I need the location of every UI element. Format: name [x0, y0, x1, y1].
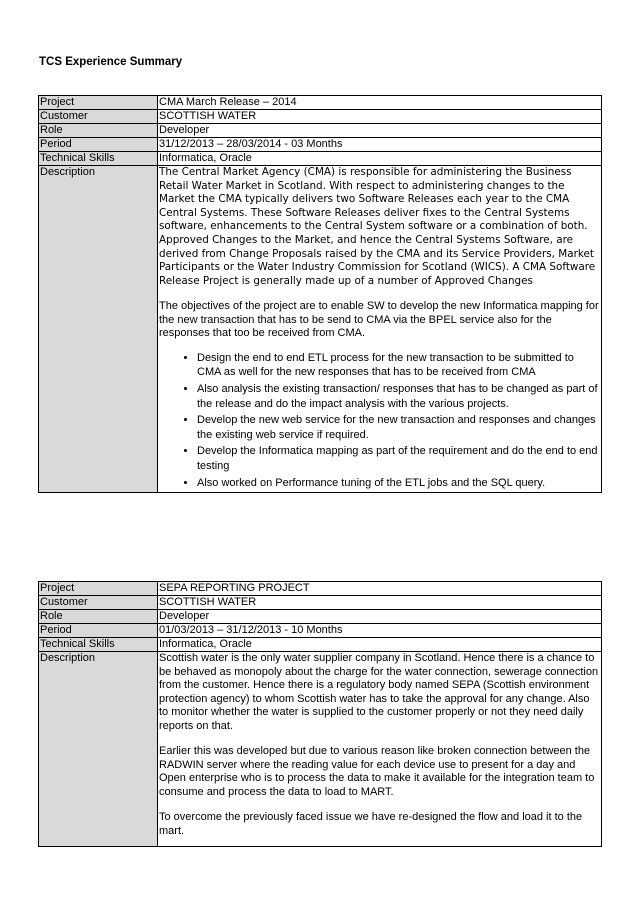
row-value: 31/12/2013 – 28/03/2014 - 03 Months: [158, 138, 602, 152]
list-item: • Develop the Informatica mapping as part of the requirement and do the end to end testing: [197, 444, 600, 473]
table-row-description: [39, 166, 602, 493]
description-cell: [158, 652, 602, 847]
table-row: [39, 596, 602, 610]
description-paragraph: Earlier this was developed but due to various reason like broken connection between the RADWIN server where the reading value for each device use to present for a day and Open enterprise who is to process the data to make it available for the integration team to consume and process the data to load to MART.: [159, 745, 595, 798]
description-cell: [158, 166, 602, 493]
row-key: Customer: [39, 110, 158, 124]
row-key: Period: [39, 138, 158, 152]
row-value: SCOTTISH WATER: [158, 596, 602, 610]
table-row-description: [39, 652, 602, 847]
row-key: Role: [39, 124, 158, 138]
table-row: [39, 638, 602, 652]
responsibility-list: [159, 351, 600, 490]
row-key: Description: [39, 652, 158, 847]
row-value: Developer: [158, 124, 602, 138]
row-key: Role: [39, 610, 158, 624]
row-value: Informatica, Oracle: [158, 638, 602, 652]
list-item: • Develop the new web service for the new transaction and responses and changes the existing web service if required.: [197, 413, 600, 442]
row-key: Description: [39, 166, 158, 493]
list-item: • Also analysis the existing transaction/ responses that has to be changed as part of the release and do the impact analysis with the various projects.: [197, 382, 600, 411]
table-row: [39, 124, 602, 138]
list-item: • Also worked on Performance tuning of the ETL jobs and the SQL query.: [197, 476, 600, 491]
row-value: CMA March Release – 2014: [158, 96, 602, 110]
row-key: Customer: [39, 596, 158, 610]
description-paragraph: Scottish water is the only water supplier company in Scotland. Hence there is a chance to be behaved as monopoly about the charge for the water connection, sewerage connection from the customer. Hence there is a regulatory body named SEPA (Scottish environment protection agency) to whom Scottish water has to take the approval for any change. Also to monitor whether the water is supplied to the customer properly or not they need daily reports on that.: [159, 652, 599, 732]
project-table-1: [38, 95, 602, 493]
table-row: [39, 610, 602, 624]
project-table-2: [38, 581, 602, 847]
row-key: Project: [39, 96, 158, 110]
row-key: Technical Skills: [39, 152, 158, 166]
table-row: [39, 96, 602, 110]
table-row: [39, 152, 602, 166]
list-item: • Design the end to end ETL process for the new transaction to be submitted to CMA as well for the new responses that has to be received from CMA: [197, 351, 600, 380]
row-value: SCOTTISH WATER: [158, 110, 602, 124]
row-key: Project: [39, 582, 158, 596]
row-value: 01/03/2013 – 31/12/2013 - 10 Months: [158, 624, 602, 638]
table-row: [39, 624, 602, 638]
table-row: [39, 582, 602, 596]
row-key: Technical Skills: [39, 638, 158, 652]
table-row: [39, 110, 602, 124]
row-value: Informatica, Oracle: [158, 152, 602, 166]
row-key: Period: [39, 624, 158, 638]
description-paragraph: The Central Market Agency (CMA) is responsible for administering the Business Retail Water Market in Scotland. With respect to administering changes to the Market the CMA typically delivers two Software Releases each year to the CMA Central Systems. These Software Releases deliver fixes to the Central Systems software, enhancements to the Central System software or a combination of both. Approved Changes to the Market, and hence the Central Systems Software, are derived from Change Proposals raised by the CMA and its Service Providers, Market Participants or the Water Industry Commission for Scotland (WICS). A CMA Software Release Project is generally made up of a number of Approved Changes: [159, 166, 596, 287]
description-paragraph: The objectives of the project are to enable SW to develop the new Informatica mapping for the new transaction that has to be send to CMA via the BPEL service also for the responses that too be received from CMA.: [159, 300, 599, 340]
document-heading: TCS Experience Summary: [39, 56, 183, 68]
row-value: Developer: [158, 610, 602, 624]
row-value: SEPA REPORTING PROJECT: [158, 582, 602, 596]
table-row: [39, 138, 602, 152]
description-paragraph: To overcome the previously faced issue we have re-designed the flow and load it to the mart.: [159, 811, 583, 837]
